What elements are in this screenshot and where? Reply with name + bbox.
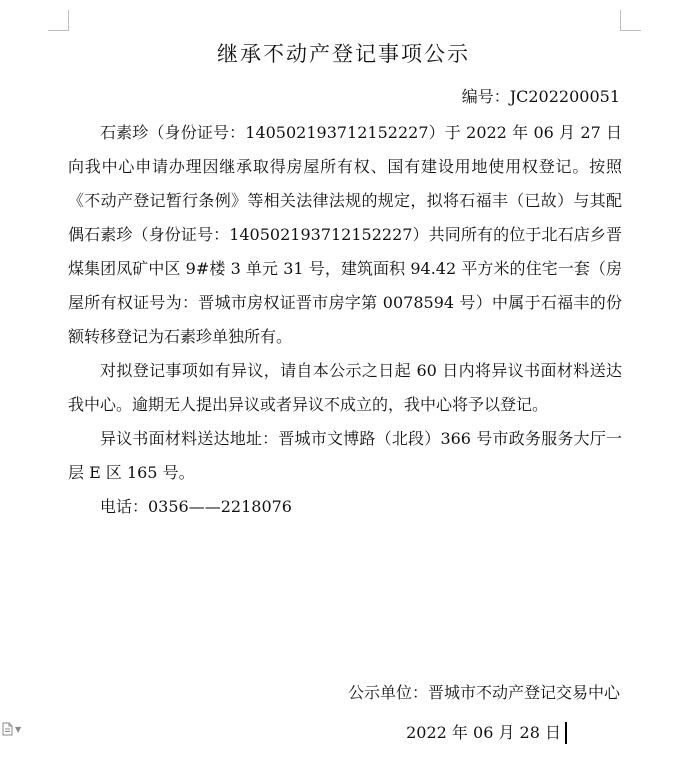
signature-unit: 公示单位：晋城市不动产登记交易中心: [347, 683, 620, 702]
document-title: 继承不动产登记事项公示: [217, 42, 470, 66]
chevron-down-icon: ▼: [15, 724, 22, 734]
signature-date[interactable]: 2022 年 06 月 28 日: [406, 722, 567, 744]
paragraph-phone: 电话：0356——2218076: [100, 497, 292, 516]
paragraph-address: 异议书面材料送达地址：晋城市文博路（北段）366 号市政务服务大厅一层 E 区 165 号。: [68, 429, 622, 482]
document-icon: [2, 722, 13, 736]
document-number: 编号：JC202200051: [461, 87, 620, 106]
paragraph-application: 石素珍（身份证号：140502193712152227）于 2022 年 06 月 27 日向我中心申请办理因继承取得房屋所有权、国有建设用地使用权登记。按照《不动产登记暂行条例》等相关法律法规的规定，拟将石福丰（已故）与其配偶石素珍（身份证号：140502193712152227）共同所有的位于北石店乡晋煤集团凤矿中区 9#楼 3 单元 31 号，建筑面积 94.42 平方米的住宅一套（房屋所有权证号为：晋城市房权证晋市房字第 0078594 号）中属于石福丰的份额转移登记为石素珍单独所有。: [68, 123, 622, 346]
crop-mark-top-left: [48, 10, 69, 31]
paragraph-objection: 对拟登记事项如有异议，请自本公示之日起 60 日内将异议书面材料送达我中心。逾期无人提出异议或者异议不成立的，我中心将予以登记。: [68, 361, 622, 414]
document-body: [68, 116, 622, 524]
crop-mark-top-right: [620, 10, 641, 31]
document-options-button[interactable]: [2, 720, 26, 738]
